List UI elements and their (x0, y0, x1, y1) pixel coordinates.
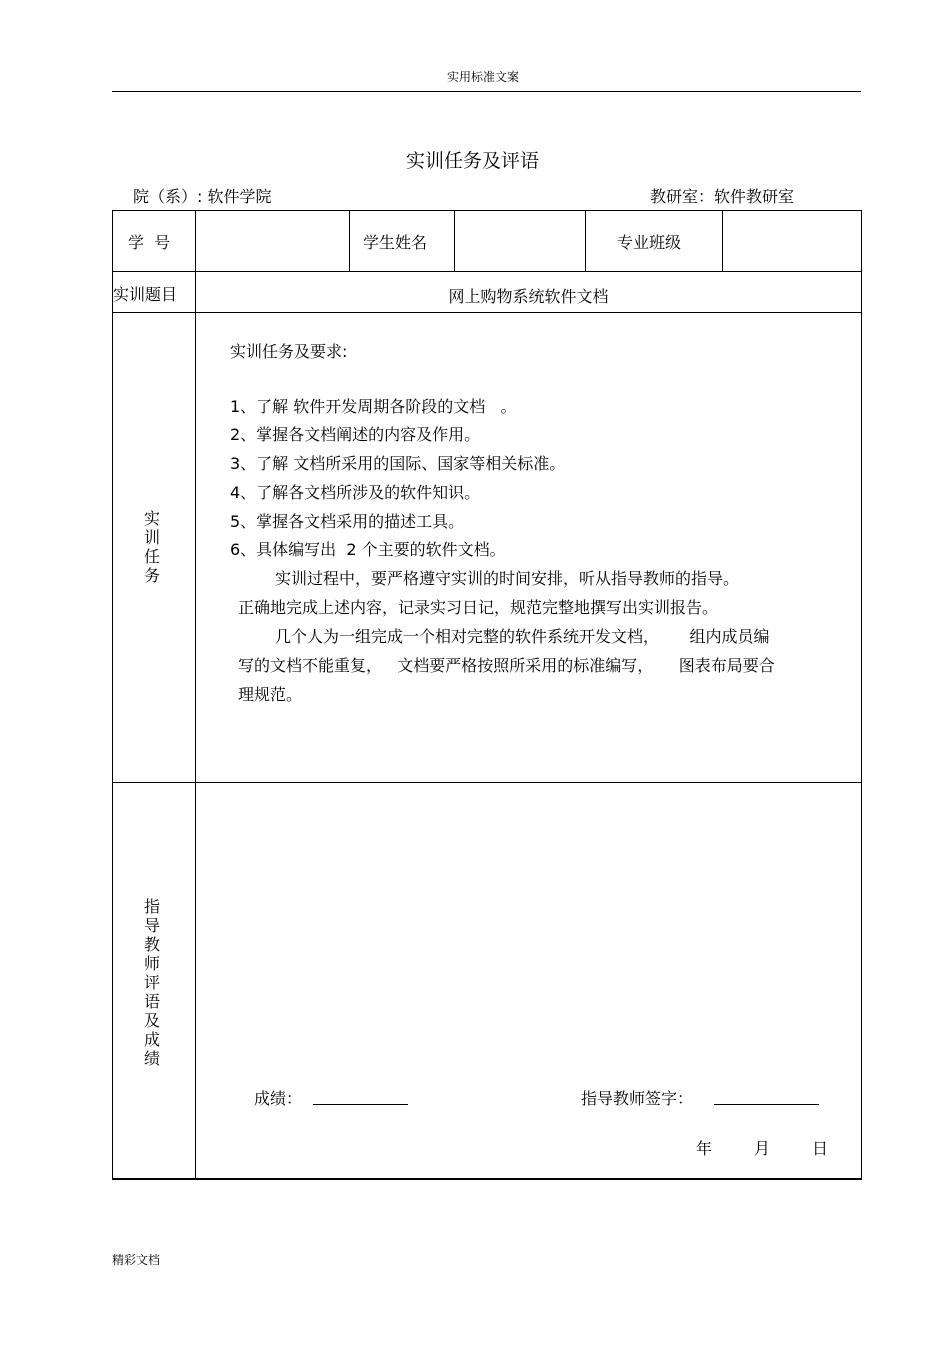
table-column-divider (585, 210, 586, 271)
department-label: 院（系）: 软件学院 (133, 187, 272, 206)
table-column-divider (454, 210, 455, 271)
student-name-field[interactable] (462, 230, 577, 250)
task-item: 3、了解 文档所采用的国际、国家等相关标准。 (230, 454, 566, 473)
table-border-left (112, 210, 113, 1179)
page-header-text: 实用标准文案 (446, 70, 519, 84)
task-paragraph-line: 实训过程中，要严格遵守实训的时间安排，听从指导教师的指导。 (275, 569, 740, 588)
task-item: 5、掌握各文档采用的描述工具。 (230, 512, 465, 531)
signature-input-line[interactable] (714, 1104, 819, 1105)
page-footer-text: 精彩文档 (112, 1253, 161, 1267)
header-rule (112, 91, 861, 92)
task-heading: 实训任务及要求: (230, 342, 348, 361)
table-row-divider (112, 271, 862, 272)
task-item: 2、掌握各文档阐述的内容及作用。 (230, 425, 481, 444)
topic-value: 网上购物系统软件文档 (448, 287, 609, 306)
task-paragraph-line: 写的文档不能重复， 文档要严格按照所采用的标准编写， 图表布局要合 (238, 656, 775, 675)
table-row-divider (112, 312, 862, 313)
task-section-label: 实训任务 (143, 509, 160, 585)
table-border-right (861, 210, 862, 1179)
table-border-bottom (112, 1178, 862, 1180)
office-label: 教研室：软件教研室 (650, 187, 795, 206)
student-id-label: 学 号 (128, 233, 171, 252)
table-border-top (112, 210, 862, 211)
student-name-label: 学生姓名 (363, 233, 428, 252)
table-row-divider (112, 782, 862, 783)
class-field[interactable] (730, 230, 855, 250)
document-title: 实训任务及评语 (405, 150, 539, 172)
class-label: 专业班级 (617, 233, 682, 252)
task-item: 4、了解各文档所涉及的软件知识。 (230, 483, 481, 502)
table-column-divider (722, 210, 723, 271)
task-item: 1、了解 软件开发周期各阶段的文档 。 (230, 397, 517, 416)
month-label: 月 (754, 1139, 771, 1158)
signature-label: 指导教师签字： (581, 1089, 694, 1108)
table-column-divider (195, 210, 196, 1179)
task-paragraph-line: 几个人为一组完成一个相对完整的软件系统开发文档， 组内成员编 (275, 627, 770, 646)
day-label: 日 (812, 1139, 829, 1158)
grade-label: 成绩： (254, 1089, 303, 1108)
task-paragraph-line: 正确地完成上述内容，记录实习日记，规范完整地撰写出实训报告。 (238, 598, 719, 617)
comment-section-label: 指导教师评语及成绩 (143, 897, 160, 1068)
task-item: 6、具体编写出 2 个主要的软件文档。 (230, 540, 506, 559)
year-label: 年 (696, 1139, 713, 1158)
task-paragraph-line: 理规范。 (238, 685, 303, 704)
student-id-field[interactable] (205, 230, 340, 250)
topic-label: 实训题目 (113, 285, 178, 304)
grade-input-line[interactable] (313, 1104, 408, 1105)
table-column-divider (349, 210, 350, 271)
